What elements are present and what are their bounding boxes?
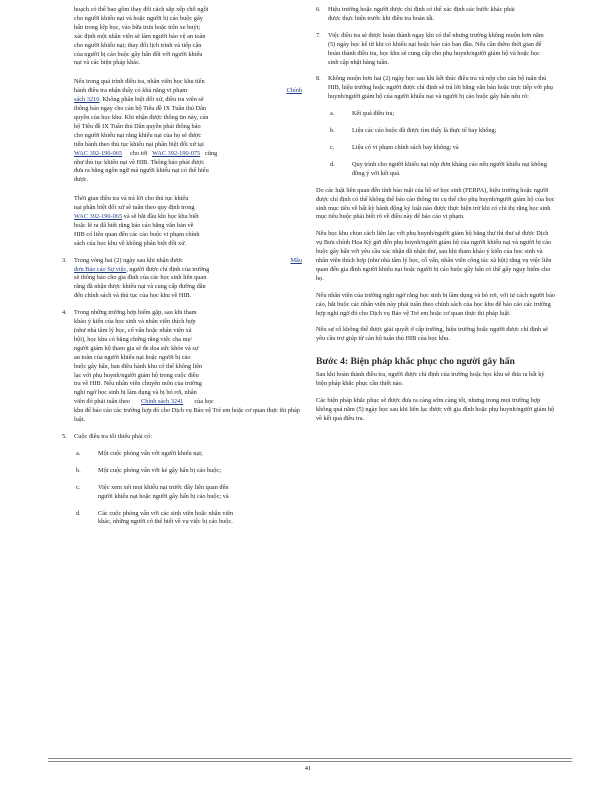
text-line: Quy trình cho người khiếu nại nộp đơn kháng cáo nếu người khiếu nại không đồng ý với kết quả. xyxy=(352,160,547,177)
page-number: 41 xyxy=(304,765,312,772)
text-line: Không muộn hơn hai (2) ngày học sau khi kết thúc điều tra và nộp cho cán bộ tuân thủ HIB, hiệu trưởng hoặc người được chỉ định sẽ trả lời bằng văn bản hoặc trực tiếp với phụ huynh/người giám hộ của người khiếu nại và người bị cáo buộc gây hấn nêu rõ: xyxy=(328,75,553,101)
text-line: tra về HIB. Nếu nhân viên chuyên môn của trường xyxy=(74,380,202,388)
text-line: buộc gây hấn, ban điều hành khu có thể không liên xyxy=(74,362,203,370)
list-item-4 xyxy=(62,309,302,425)
sub-item-b xyxy=(316,127,556,136)
right-column xyxy=(316,6,556,430)
text-line: , người được chỉ định của trường xyxy=(126,265,210,273)
text-line: viên đó phải tuân theo xyxy=(74,398,130,406)
text-line: Kết quả điều tra; xyxy=(352,110,395,118)
list-number: 8. xyxy=(316,75,321,83)
sub-item-c xyxy=(316,144,556,153)
policy-3210-link[interactable]: Chính xyxy=(286,87,302,95)
list-number: 7. xyxy=(316,31,321,39)
text-line: cho người khiếu nại và hoặc người bị cáo buộc gây xyxy=(74,14,203,22)
text-line: đến chính sách và thủ tục của học khu về HIB. xyxy=(74,292,192,300)
list-letter: a. xyxy=(76,449,81,457)
text-line: cho tới xyxy=(129,149,148,157)
text-line: người giám hộ tham gia sẽ đe dọa sức khỏe và sự xyxy=(74,344,199,352)
text-line: khu để báo cáo các trường hợp đó cho Dịch vụ Bảo vệ Trẻ em hoặc cơ quan thực thi pháp luật. xyxy=(74,407,300,424)
text-line: tiến hành theo thủ tục khiếu nại phân biệt đối xử tại xyxy=(74,140,204,148)
sub-item-b xyxy=(62,467,302,476)
text-line: Hiệu trưởng hoặc người được chỉ định có thể xác định các bước khác phải được thực hiện trước khi điều tra hoàn tất. xyxy=(328,6,515,22)
text-line: xác định một nhân viên sẽ làm người bảo vệ an toàn xyxy=(74,32,206,40)
text-line: nghi ngờ học sinh bị làm dụng và bị bỏ rơi, nhân xyxy=(74,389,197,397)
list-number: 3. xyxy=(62,256,67,264)
policy-3241-link[interactable]: Chính sách 3241 xyxy=(141,398,184,406)
left-column xyxy=(62,6,302,535)
sub-item-d xyxy=(316,161,556,179)
list-item-6 xyxy=(316,6,556,24)
text-line: hội), học khu có bằng chứng rằng việc cha mẹ/ xyxy=(74,335,193,343)
sub-item-a xyxy=(62,450,302,459)
text-line: Việc điều tra sẽ được hoàn thành ngay khi có thể nhưng trường không muộn hơn năm (5) ngày học kể từ khi có khiếu nại hoặc báo cáo ban đầu. Nếu cần thêm thời gian để hoàn thành điều tra, học khu sẽ cung cấp cho phụ huynh/người giám hộ và hoặc học sinh cập nhật hàng tuần. xyxy=(328,31,544,66)
wac-075-link[interactable]: WAC 392-190-075 xyxy=(152,149,201,157)
text-line: và sẽ bắt đầu khi học khu biết xyxy=(122,213,199,221)
list-letter: d. xyxy=(76,509,81,517)
text-line: Thời gian điều tra và trả lời cho thủ tục khiếu xyxy=(74,195,189,203)
list-item-7 xyxy=(316,32,556,68)
text-line: hành điều tra nhận thấy có khả năng vi phạm xyxy=(74,87,188,95)
list-letter: c. xyxy=(330,143,335,151)
text-line: sẽ thông báo cho gia đình của các học sinh liên quan xyxy=(74,274,207,282)
text-line: Nếu trong quá trình điều tra, nhân viên học khu tiến xyxy=(74,78,205,86)
wac-065-link-2[interactable]: WAC 392-190-065 xyxy=(74,213,123,221)
paragraph-safety-plan xyxy=(62,6,302,68)
list-letter: d. xyxy=(330,160,335,168)
list-number: 4. xyxy=(62,309,67,317)
paragraph-abuse-reporting: Nếu nhân viên của trường nghi ngờ rằng học sinh bị làm dụng và bỏ rơi, với tư cách người báo cáo, bắt buộc các nhân viên này phải tuân theo chính sách của học khu để báo cáo các trường hợp nghi ngờ đó cho Dịch vụ Bảo vệ Trẻ em hoặc cơ quan thực thi pháp luật. xyxy=(316,291,556,317)
text-line: quyền của học khu. Khi nhận được thông tin này, cán xyxy=(74,113,209,121)
text-line: cũng xyxy=(204,149,218,157)
text-line: như thủ tục khiếu nại về HIB. Thông báo phải được xyxy=(74,158,205,166)
text-line: an toàn của người khiếu nại hoặc người bị cáo xyxy=(74,353,191,361)
text-line: được. xyxy=(74,176,89,184)
list-letter: c. xyxy=(76,483,81,491)
paragraph-district-help: Nếu sự cố không thể được giải quyết ở cấp trường, hiệu trưởng hoặc người được chỉ định sẽ yêu cầu trợ giúp từ cán bộ tuân thủ HIB của học khu. xyxy=(316,326,548,343)
list-letter: a. xyxy=(330,110,335,118)
text-line: (như nhà tâm lý học, cố vấn hoặc nhân viên xã xyxy=(74,327,192,334)
paragraph-parent-contact: Nếu học khu chọn cách liên lạc với phụ huynh/người giám hộ bằng thư thì thư sẽ được Dịch vụ Bưu chính Hoa Kỳ gửi đến phụ huynh/người giám hộ của người khiếu nại và người bị cáo buộc gây hấn với yêu cầu xác nhận đã nhận thư, sau khi tham khảo ý kiến của học sinh và nhân viên thích hợp (như nhà tâm lý học, cố vấn, nhân viên công tác xã hội) rằng vụ việc liên quan đến gia đình người khiếu nại hoặc người bị cáo buộc gây hấn có thể gây nguy hiểm cho họ. xyxy=(316,230,552,282)
text-line: Một cuộc phỏng vấn với người khiếu nại; xyxy=(98,449,203,457)
text-line: lạc với phụ huynh/người giám hộ trong cuộc điều xyxy=(74,371,199,379)
text-line: rằng đã nhận được khiếu nại và cung cấp đường dẫn xyxy=(74,283,206,291)
text-line: Các cuộc phỏng vấn với các sinh viên hoặc nhân viên khác, những người có thể biết về vụ việc bị cáo buộc. xyxy=(98,509,234,526)
text-line: sách của học khu về không phân biệt đối xử. xyxy=(74,239,187,247)
text-line: nại phân biệt đối xử sẽ tuân theo quy định trong xyxy=(74,204,195,212)
text-line: Liệu có vi phạm chính sách hay không; và xyxy=(352,143,459,151)
footer-rule xyxy=(48,761,572,762)
policy-3210-link-cont[interactable]: sách 3210 xyxy=(74,96,100,104)
text-line: cho người khiếu nại rằng khiếu nại của họ sẽ được xyxy=(74,131,202,139)
list-item-5 xyxy=(62,433,302,442)
list-letter: b. xyxy=(330,127,335,135)
incident-form-link-cont[interactable]: đơn Báo cáo Sự việc xyxy=(74,265,127,273)
list-letter: b. xyxy=(76,466,81,474)
text-line: của người bị cáo buộc gây hấn đối với người khiếu xyxy=(74,50,203,58)
text-line: Việc xem xét mọi khiếu nại trước đây liên quan đến người khiếu nại hoặc người gây hấn bị cáo buộc; và xyxy=(98,483,229,500)
text-line: Trong vòng hai (2) ngày sau khi nhận được xyxy=(74,256,183,264)
paragraph-step4-intro: Sau khi hoàn thành điều tra, người được chỉ định của trường hoặc học khu sẽ đưa ra bất kỳ biện pháp khắc phục cần thiết nào. xyxy=(316,371,545,388)
sub-item-c xyxy=(62,484,302,502)
text-line: bộ Tiêu đề IX Tuân thủ Dân quyền phải thông báo xyxy=(74,122,201,130)
paragraph-timeline xyxy=(62,195,302,248)
text-line: Một cuộc phỏng vấn với kẻ gây hấn bị cáo buộc; xyxy=(98,466,221,474)
text-line: nại và các biện pháp khác. xyxy=(74,59,141,67)
list-number: 5. xyxy=(62,432,67,440)
text-line: cho người khiếu nại; thay đổi lịch trình và tiếp cận xyxy=(74,41,202,49)
wac-065-link[interactable]: WAC 392-190-065 xyxy=(74,149,123,157)
paragraph-step4-timing: Các biện pháp khắc phục sẽ được đưa ra càng sớm càng tốt, nhưng trong mọi trường hợp không quá năm (5) ngày học sau khi liên lạc được với gia đình hoặc phụ huynh/người giám hộ về kết quả điều tra. xyxy=(316,397,555,422)
paragraph-discrimination xyxy=(62,78,302,185)
incident-form-link[interactable]: Mẫu xyxy=(290,256,302,264)
text-line: HIB có liên quan đến các cáo buộc vi phạm chính xyxy=(74,230,200,238)
text-line: của học xyxy=(194,398,214,406)
text-line: thông báo ngay cho cán bộ Tiêu đề IX Tuân thủ Dân xyxy=(74,105,207,113)
text-line: Trong những trường hợp hiếm gặp, sau khi tham xyxy=(74,309,197,317)
text-line: hấn trong lớp học, vào bữa trưa hoặc trên xe buýt; xyxy=(74,23,201,31)
paragraph-ferpa: Do các luật liên quan đến tính bảo mật của hồ sơ học sinh (FERPA), hiệu trưởng hoặc người được chỉ định có thể không thể báo cáo thông tin cụ thể cho phụ huynh/người giám hộ của học sinh mục tiêu về bất kỳ hành động kỷ luật nào được thực hiện trừ khi có chỉ thị rằng học sinh mục tiêu buộc phải biết rõ về điều này để báo cáo vi phạm. xyxy=(316,186,555,221)
section-heading: Bước 4: Biện pháp khắc phục cho người gây hấn xyxy=(316,356,515,368)
text-line: . Không phân biệt đối xử, điều tra viên sẽ xyxy=(99,96,204,104)
text-line: hoạch có thể bao gồm thay đổi cách sắp xếp chỗ ngồi xyxy=(74,6,209,13)
list-item-3 xyxy=(62,257,302,302)
text-line: hoặc lẽ ra đã biết rằng báo cáo bằng văn bản về xyxy=(74,221,194,229)
text-line: Cuộc điều tra tối thiểu phải có: xyxy=(74,432,152,440)
list-item-8 xyxy=(316,75,556,102)
sub-item-a xyxy=(316,110,556,119)
text-line: khảo ý kiến của học sinh và nhân viên thích hợp xyxy=(74,318,196,326)
list-number: 6. xyxy=(316,6,321,13)
footer-rule xyxy=(48,758,572,759)
text-line: Liệu các cáo buộc đã được tìm thấy là thực tế hay không; xyxy=(352,127,497,135)
text-line: đưa ra bằng ngôn ngữ mà người khiếu nại có thể hiểu xyxy=(74,167,209,175)
sub-item-d xyxy=(62,510,302,528)
